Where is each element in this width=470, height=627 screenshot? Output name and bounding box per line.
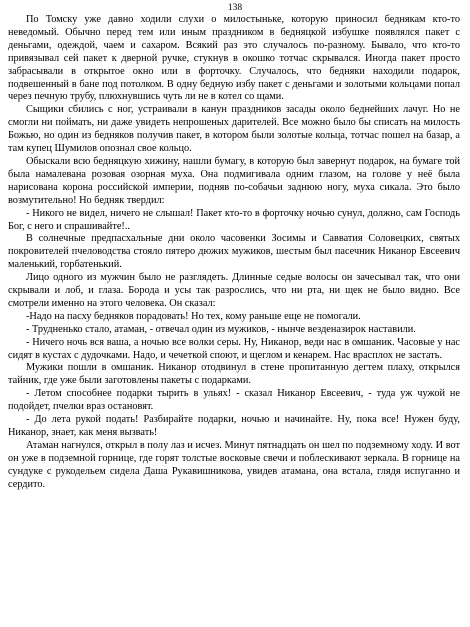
paragraph: Мужики пошли в омшаник. Никанор отодвинул в стене пропитанную дегтем плаху, открылся тайник, где уже были заготовлены пакеты с подарками. xyxy=(8,362,460,387)
page-number: 138 xyxy=(227,3,243,13)
paragraph: Лицо одного из мужчин было не разглядеть. Длинные седые волосы он зачесывал так, что они скрывали и лоб, и глаза. Борода и усы так разрослись, что ни рта, ни щек не было видно. Все смотрели именно на этого человека. Он сказал: xyxy=(8,272,460,309)
body-text xyxy=(8,14,460,492)
paragraph: -Надо на пасху бедняков порадовать! Но тех, кому раньше еще не помогали. xyxy=(26,310,361,322)
paragraph: - Трудненько стало, атаман, - отвечал один из мужиков, - нынче везденазирок наставили. xyxy=(26,323,416,335)
paragraph: Атаман нагнулся, открыл в полу лаз и исчез. Минут пятнадцать он шел по подземному ходу. И вот он уже в подземной горнице, где горят толстые восковые свечи и поблескивают зеркала. В горнице на сундуке с рукодельем сидела Даша Рукавишникова, увидев атамана, она встала, глядя испуганно и сердито. xyxy=(8,439,460,490)
paragraph: Обыскали всю бедняцкую хижину, нашли бумагу, в которую был завернут подарок, на бумаге той была намалевана розовая озорная муха. Она подмигивала одним глазом, на голове у неё была нарисована корона российской империи, подняв по-собачьи заднюю ногу, муха сикала. Это было возмутительно! Но бедняк твердил: xyxy=(8,155,460,206)
paragraph: - Летом способнее подарки тырить в ульях! - сказал Никанор Евсеевич, - туда уж чужой не подойдет, пчелки враз остановят. xyxy=(8,388,460,413)
paragraph: - До лета рукой подать! Разбирайте подарки, ночью и начинайте. Ну, пока все! Нужен буду, Никанор, знает, как меня вызвать! xyxy=(8,414,460,438)
paragraph: По Томску уже давно ходили слухи о милостыньке, которую приносил беднякам кто-то неведомый. Обычно перед тем или иным праздником в бедняцкой избушке появлялся пакет с деньгами, одеждой, чаем и сахаром. Всякий раз это случалось по-разному. Бывало, что кто-то привязывал сей пакет к дверной ручке, стукнув в окошко тотчас скрывался. Иногда пакет просто забрасывали в открытое окно или в форточку. Случалось, что бедняки находили подарок, подвешенный в бане под потолком. В одну бедную избу пакет с деньгами и золотыми кольцами попал через печную трубу, плюхнувшись чуть ли не в котел со щами. xyxy=(8,14,460,103)
paragraph: - Ничего ночь вся ваша, а ночью все волки серы. Ну, Никанор, веди нас в омшаник. Часовые у нас сидят в кустах с дудочками. Надо, и чечеткой споют, и щеглом и кенарем. Нас врасплох не застать. xyxy=(8,336,460,361)
paragraph: Сыщики сбились с ног, устраивали в канун праздников засады около беднейших лачуг. Но не смогли ни поймать, ни даже увидеть непрошеных дарителей. Все можно было бы списать на милость Божью, но один из бедняков получив пакет, в котором были золотые кольца, тотчас пошел на базар, а там купец Шумилов опознал свое кольцо. xyxy=(8,104,460,155)
paragraph: В солнечные предпасхальные дни около часовенки Зосимы и Савватия Соловецких, святых покровителей пчеловодства стояло пятеро дюжих мужиков, шестым был пасечник Никанор Евсеевич маленький, горбатенький. xyxy=(8,233,460,271)
paragraph: - Никого не видел, ничего не слышал! Пакет кто-то в форточку ночью сунул, должно, сам Господь Бог, с него и спрашивайте!.. xyxy=(8,207,460,232)
